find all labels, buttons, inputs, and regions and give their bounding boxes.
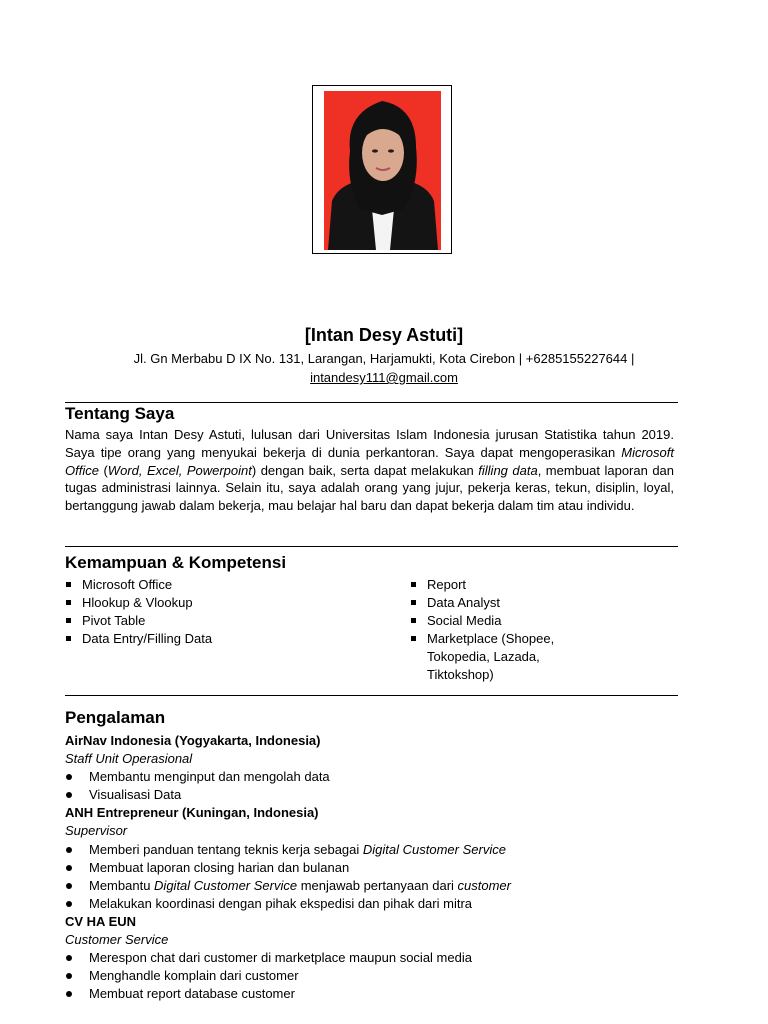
- separator: |: [518, 351, 523, 366]
- job-duty: Membantu Digital Customer Service menjawab pertanyaan dari customer: [65, 877, 685, 895]
- section-divider: [65, 695, 678, 696]
- job-duty: Merespon chat dari customer di marketplace maupun social media: [65, 949, 685, 967]
- job-duty: Memberi panduan tentang teknis kerja sebagai Digital Customer Service: [65, 841, 685, 859]
- company-name: ANH Entrepreneur (Kuningan, Indonesia): [65, 805, 319, 821]
- skill-item: Data Analyst: [410, 594, 590, 612]
- company-name: CV HA EUN: [65, 913, 137, 929]
- skill-item: Microsoft Office: [65, 576, 385, 594]
- section-divider: [65, 546, 678, 547]
- separator: |: [631, 351, 635, 366]
- skill-item: Social Media: [410, 612, 590, 630]
- about-title: Tentang Saya: [65, 404, 175, 423]
- job-role: Staff Unit Operasional: [65, 751, 193, 767]
- skill-item: Report: [410, 576, 590, 594]
- profile-photo-illustration: [324, 91, 441, 250]
- job-duty: Melakukan koordinasi dengan pihak ekspedisi dan pihak dari mitra: [65, 895, 685, 913]
- job-duty: Membuat report database customer: [65, 985, 685, 1003]
- contact-line: [0, 349, 768, 368]
- skills-list-right: [410, 576, 590, 684]
- contact-info: [0, 349, 768, 387]
- address: Jl. Gn Merbabu D IX No. 131, Larangan, Harjamukti, Kota Cirebon: [133, 351, 516, 366]
- job-entry: [65, 913, 685, 1003]
- skill-item: Pivot Table: [65, 612, 385, 630]
- about-paragraph: Nama saya Intan Desy Astuti, lulusan dari Universitas Islam Indonesia jurusan Statistika tahun 2019. Saya tipe orang yang menyukai bekerja di dunia perkantoran. Saya dapat mengoperasikan Microsoft Office (Word, Excel, Powerpoint) dengan baik, serta dapat melakukan filling data, membuat laporan dan tugas administrasi lainnya. Selain itu, saya adalah orang yang jujur, pekerja keras, tekun, disiplin, loyal, bertanggung jawab dalam bekerja, mau belajar hal baru dan dapat bekerja dalam tim atau individu.: [65, 427, 675, 514]
- skill-item: Data Entry/Filling Data: [65, 630, 385, 648]
- profile-photo-frame: [312, 85, 452, 254]
- company-name: AirNav Indonesia (Yogyakarta, Indonesia): [65, 733, 321, 748]
- job-duty: Membantu menginput dan mengolah data: [65, 768, 685, 786]
- skills-title: Kemampuan & Kompetensi: [65, 553, 287, 572]
- experience-list: [65, 732, 685, 1003]
- email-link[interactable]: intandesy111@gmail.com: [310, 370, 458, 385]
- job-entry: [65, 732, 685, 804]
- job-duty: Visualisasi Data: [65, 786, 685, 804]
- job-role: Customer Service: [65, 932, 169, 948]
- job-duty: Membuat laporan closing harian dan bulanan: [65, 859, 685, 877]
- skills-list-left: [65, 576, 385, 648]
- skill-item: Marketplace (Shopee, Tokopedia, Lazada, Tiktokshop): [410, 630, 590, 684]
- phone: +6285155227644: [525, 351, 628, 366]
- job-entry: [65, 804, 685, 913]
- job-role: Supervisor: [65, 823, 128, 839]
- candidate-name: [Intan Desy Astuti]: [304, 325, 464, 345]
- job-duty: Menghandle komplain dari customer: [65, 967, 685, 985]
- profile-photo: [324, 91, 441, 250]
- experience-title: Pengalaman: [65, 708, 166, 727]
- section-divider: [65, 402, 678, 403]
- skill-item: Hlookup & Vlookup: [65, 594, 385, 612]
